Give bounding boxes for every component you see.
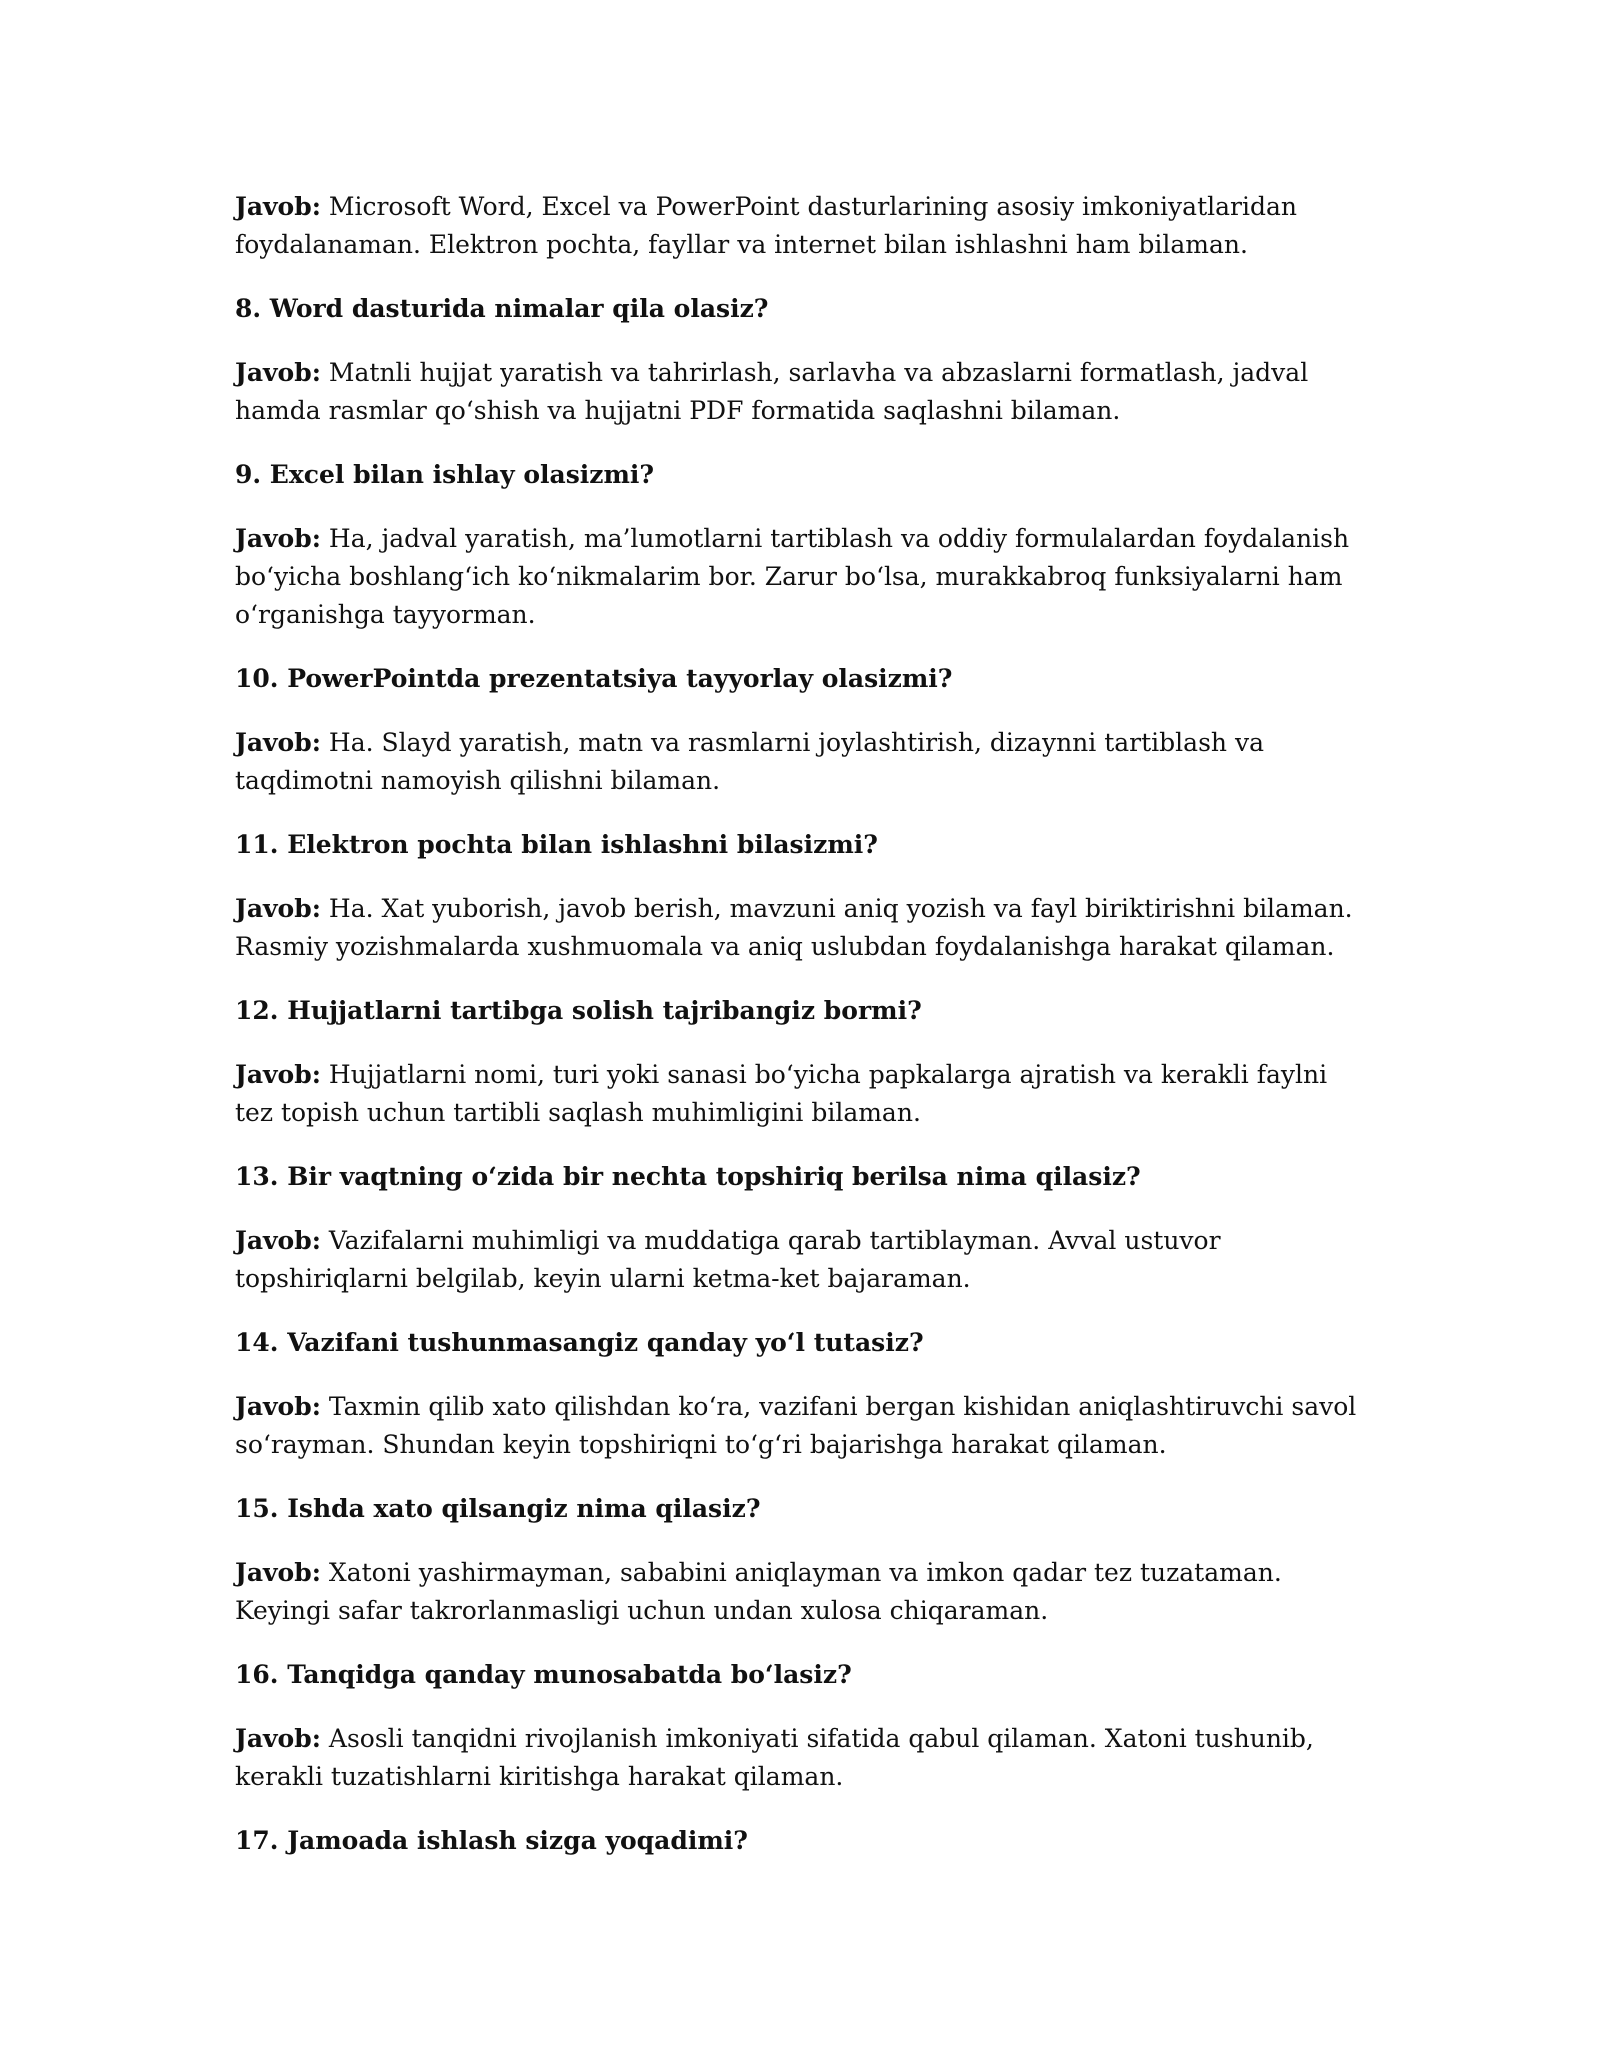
answer-text: Taxmin qilib xato qilishdan ko‘ra, vazifani bergan kishidan aniqlashtiruvchi savol so‘rayman. Shundan keyin topshiriqni to‘g‘ri bajarishga harakat qilaman. bbox=[235, 1392, 1357, 1459]
answer-label: Javob: bbox=[235, 1392, 321, 1421]
answer-paragraph-intro bbox=[235, 188, 1365, 264]
answer-paragraph-16 bbox=[235, 1720, 1365, 1796]
question-13: 13. Bir vaqtning o‘zida bir nechta topshiriq berilsa nima qilasiz? bbox=[235, 1162, 1141, 1191]
question-15: 15. Ishda xato qilsangiz nima qilasiz? bbox=[235, 1494, 761, 1523]
answer-paragraph-10 bbox=[235, 724, 1365, 800]
answer-text: Matnli hujjat yaratish va tahrirlash, sarlavha va abzaslarni formatlash, jadval hamda rasmlar qo‘shish va hujjatni PDF formatida saqlashni bilaman. bbox=[235, 358, 1309, 425]
answer-text: Asosli tanqidni rivojlanish imkoniyati sifatida qabul qilaman. Xatoni tushunib, kerakli tuzatishlarni kiritishga harakat qilaman. bbox=[235, 1724, 1314, 1791]
answer-label: Javob: bbox=[235, 1226, 321, 1255]
question-16: 16. Tanqidga qanday munosabatda bo‘lasiz? bbox=[235, 1660, 852, 1689]
question-14: 14. Vazifani tushunmasangiz qanday yo‘l tutasiz? bbox=[235, 1328, 924, 1357]
answer-text: Vazifalarni muhimligi va muddatiga qarab tartiblayman. Avval ustuvor topshiriqlarni belgilab, keyin ularni ketma-ket bajaraman. bbox=[235, 1226, 1221, 1293]
answer-label: Javob: bbox=[235, 358, 321, 387]
answer-paragraph-13 bbox=[235, 1222, 1365, 1298]
answer-label: Javob: bbox=[235, 524, 321, 553]
answer-text: Xatoni yashirmayman, sababini aniqlayman va imkon qadar tez tuzataman. Keyingi safar takrorlanmasligi uchun undan xulosa chiqaraman. bbox=[235, 1558, 1282, 1625]
question-12: 12. Hujjatlarni tartibga solish tajribangiz bormi? bbox=[235, 996, 922, 1025]
answer-label: Javob: bbox=[235, 1060, 321, 1089]
answer-label: Javob: bbox=[235, 1558, 321, 1587]
answer-text: Ha. Slayd yaratish, matn va rasmlarni joylashtirish, dizaynni tartiblash va taqdimotni namoyish qilishni bilaman. bbox=[235, 728, 1264, 795]
document-page bbox=[235, 188, 1365, 1860]
answer-paragraph-9 bbox=[235, 520, 1365, 634]
answer-text: Ha, jadval yaratish, ma’lumotlarni tartiblash va oddiy formulalardan foydalanish bo‘yicha boshlang‘ich ko‘nikmalarim bor. Zarur bo‘lsa, murakkabroq funksiyalarni ham o‘rganishga tayyorman. bbox=[235, 524, 1350, 629]
question-17: 17. Jamoada ishlash sizga yoqadimi? bbox=[235, 1826, 748, 1855]
question-11: 11. Elektron pochta bilan ishlashni bilasizmi? bbox=[235, 830, 878, 859]
answer-label: Javob: bbox=[235, 728, 321, 757]
question-8: 8. Word dasturida nimalar qila olasiz? bbox=[235, 294, 769, 323]
answer-text: Ha. Xat yuborish, javob berish, mavzuni aniq yozish va fayl biriktirishni bilaman. Rasmiy yozishmalarda xushmuomala va aniq uslubdan foydalanishga harakat qilaman. bbox=[235, 894, 1353, 961]
answer-label: Javob: bbox=[235, 192, 321, 221]
answer-paragraph-8 bbox=[235, 354, 1365, 430]
answer-paragraph-11 bbox=[235, 890, 1365, 966]
answer-label: Javob: bbox=[235, 1724, 321, 1753]
answer-paragraph-12 bbox=[235, 1056, 1365, 1132]
answer-text: Microsoft Word, Excel va PowerPoint dasturlarining asosiy imkoniyatlaridan foydalanaman. Elektron pochta, fayllar va internet bilan ishlashni ham bilaman. bbox=[235, 192, 1297, 259]
question-10: 10. PowerPointda prezentatsiya tayyorlay olasizmi? bbox=[235, 664, 953, 693]
answer-text: Hujjatlarni nomi, turi yoki sanasi bo‘yicha papkalarga ajratish va kerakli faylni tez topish uchun tartibli saqlash muhimligini bilaman. bbox=[235, 1060, 1328, 1127]
question-9: 9. Excel bilan ishlay olasizmi? bbox=[235, 460, 655, 489]
answer-paragraph-14 bbox=[235, 1388, 1365, 1464]
answer-paragraph-15 bbox=[235, 1554, 1365, 1630]
answer-label: Javob: bbox=[235, 894, 321, 923]
